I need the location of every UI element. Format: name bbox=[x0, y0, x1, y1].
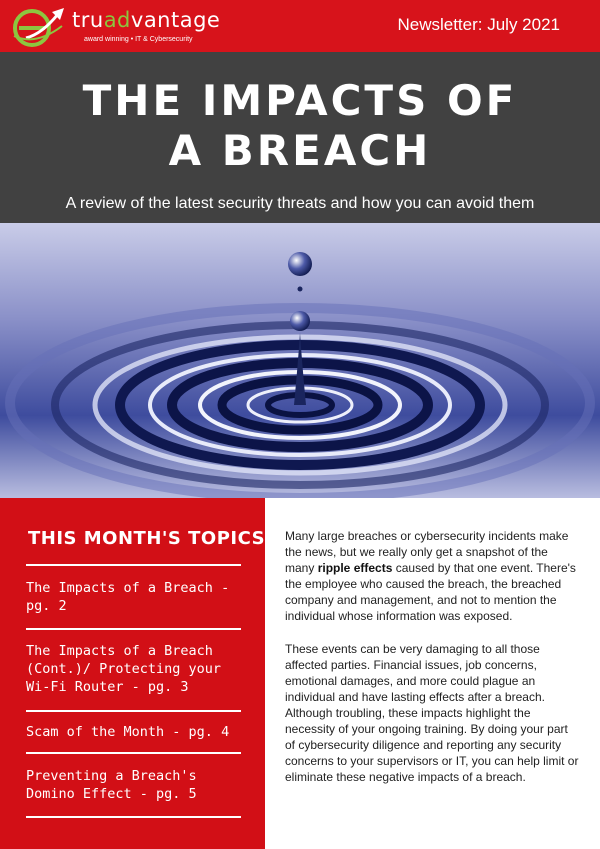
article-paragraph-1: Many large breaches or cybersecurity incidents make the news, but we really only get a snapshot of the many ripple effects caused by that one event. There's the employee who caused the breach, the breached company and management, and not to mention the individual whose information was exposed. bbox=[285, 529, 576, 624]
issue-label: Newsletter: July 2021 bbox=[397, 15, 560, 34]
article-paragraph-2: These events can be very damaging to all those affected parties. Financial issues, job concerns, emotional damages, and more could plague an individual and have lasting effects after a breach. Although troubling, these impacts highlight the necessity of your ongoing training. By doing your part of cybersecurity diligence and reporting any security concerns to your supervisors or IT, you can help limit or eliminate these negative impacts of a breach. bbox=[285, 641, 579, 785]
topics-divider bbox=[26, 710, 241, 712]
topics-divider bbox=[26, 752, 241, 754]
topics-heading: THIS MONTH'S TOPICS: bbox=[28, 528, 273, 549]
topics-divider bbox=[26, 816, 241, 818]
topic-link-1[interactable]: The Impacts of a Breach - pg. 2 bbox=[26, 580, 230, 614]
brand-wordmark: truadvantage bbox=[72, 8, 221, 32]
topics-divider bbox=[26, 564, 241, 566]
globe-swoosh-logo-icon bbox=[6, 4, 70, 50]
page-title: THE IMPACTS OF A BREACH bbox=[82, 76, 518, 175]
article-body bbox=[285, 528, 580, 801]
brand-tagline: award winning • IT & Cybersecurity bbox=[84, 36, 193, 43]
header-bar bbox=[0, 0, 600, 52]
topic-link-4[interactable]: Preventing a Breach's Domino Effect - pg. 5 bbox=[26, 768, 197, 802]
hero-banner bbox=[0, 52, 600, 223]
page-subtitle: A review of the latest security threats and how you can avoid them bbox=[65, 195, 535, 212]
topics-panel bbox=[0, 498, 273, 849]
water-drop-ripples-image bbox=[0, 223, 600, 498]
truadvantage-logo[interactable] bbox=[6, 4, 226, 50]
ripple-effects-emphasis: ripple effects bbox=[317, 561, 393, 576]
topic-link-2[interactable]: The Impacts of a Breach (Cont.)/ Protecting your Wi-Fi Router - pg. 3 bbox=[26, 643, 222, 695]
topics-divider bbox=[26, 628, 241, 630]
topic-link-3[interactable]: Scam of the Month - pg. 4 bbox=[26, 724, 230, 740]
